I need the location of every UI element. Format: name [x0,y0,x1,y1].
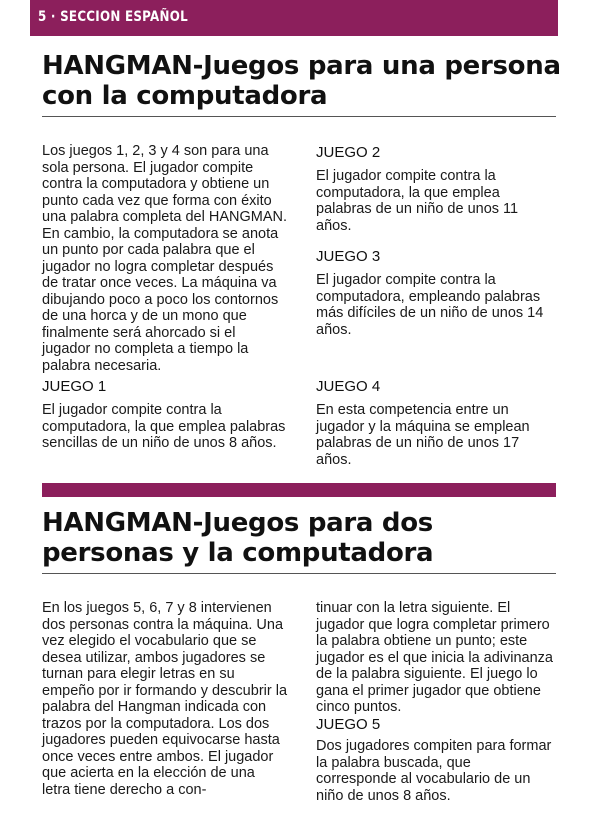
section2-intro-left [42,600,287,798]
juego5-text: Dos jugadores compiten para formar la palabra buscada, que corresponde al vocabulario de un niño de unos 8 años. [316,738,552,804]
juego4-text: En esta competencia entre un jugador y la máquina se emplean palabras de un niño de unos 17 años. [316,402,530,468]
section2-divider [42,573,556,574]
juego4-block [316,378,554,468]
juego2-text: El jugador compite contra la computadora, la que emplea palabras de un niño de unos 11 años. [316,168,519,234]
juego1-block [42,378,287,452]
juego3-block [316,248,554,338]
section2-intro-right-text: tinuar con la letra siguiente. El jugador que logra completar primero la palabra obtiene un punto; este jugador es el que inicia la adivinanza de la palabra siguiente. El juego lo gana el primer jugador que obtiene cinco puntos. [316,600,553,715]
section1-title-line1: HANGMAN-Juegos para una persona [42,51,561,81]
juego2-block [316,144,554,234]
section-label: 5 · SECCION ESPAÑOL [38,9,188,25]
juego3-text: El jugador compite contra la computadora, empleando palabras más difíciles de un niño de unos 14 años. [316,272,544,338]
section2-intro-right [316,600,554,716]
section1-intro-text: Los juegos 1, 2, 3 y 4 son para una sola persona. El jugador compite contra la computadora y obtiene un punto cada vez que forma con éxito una palabra completa del HANGMAN. En cambio, la computadora se anota un punto por cada palabra que el jugador no logra completar después de tratar once veces. La máquina va dibujando poco a poco los contornos de una horca y de un mono que finalmente será ahorcado si el jugador no completa a tiempo la palabra necesaria. [42,143,288,374]
section-header-bar [30,0,558,36]
section1-divider [42,116,556,117]
section2-title-line1: HANGMAN-Juegos para dos [42,508,433,538]
juego4-heading: JUEGO 4 [316,378,381,395]
section1-intro [42,143,287,374]
juego5-heading: JUEGO 5 [316,716,381,733]
juego1-text: El jugador compite contra la computadora, la que emplea palabras sencillas de un niño de unos 8 años. [42,402,286,451]
juego3-heading: JUEGO 3 [316,248,381,265]
section-separator-bar [42,483,556,497]
section1-title-line2: con la computadora [42,81,328,111]
juego1-heading: JUEGO 1 [42,378,107,395]
section2-title-line2: personas y la computadora [42,538,434,568]
juego5-block [316,716,554,804]
section2-intro-left-text: En los juegos 5, 6, 7 y 8 intervienen dos personas contra la máquina. Una vez elegido el vocabulario que se desea utilizar, ambos jugadores se turnan para elegir letras en su empeño por ir formando y descubrir la palabra del Hangman indicada con trazos por la computadora. Los dos jugadores pueden equivocarse hasta once veces entre ambos. El jugador que acierta en la elección de una letra tiene derecho a con- [42,600,288,798]
juego2-heading: JUEGO 2 [316,144,381,161]
